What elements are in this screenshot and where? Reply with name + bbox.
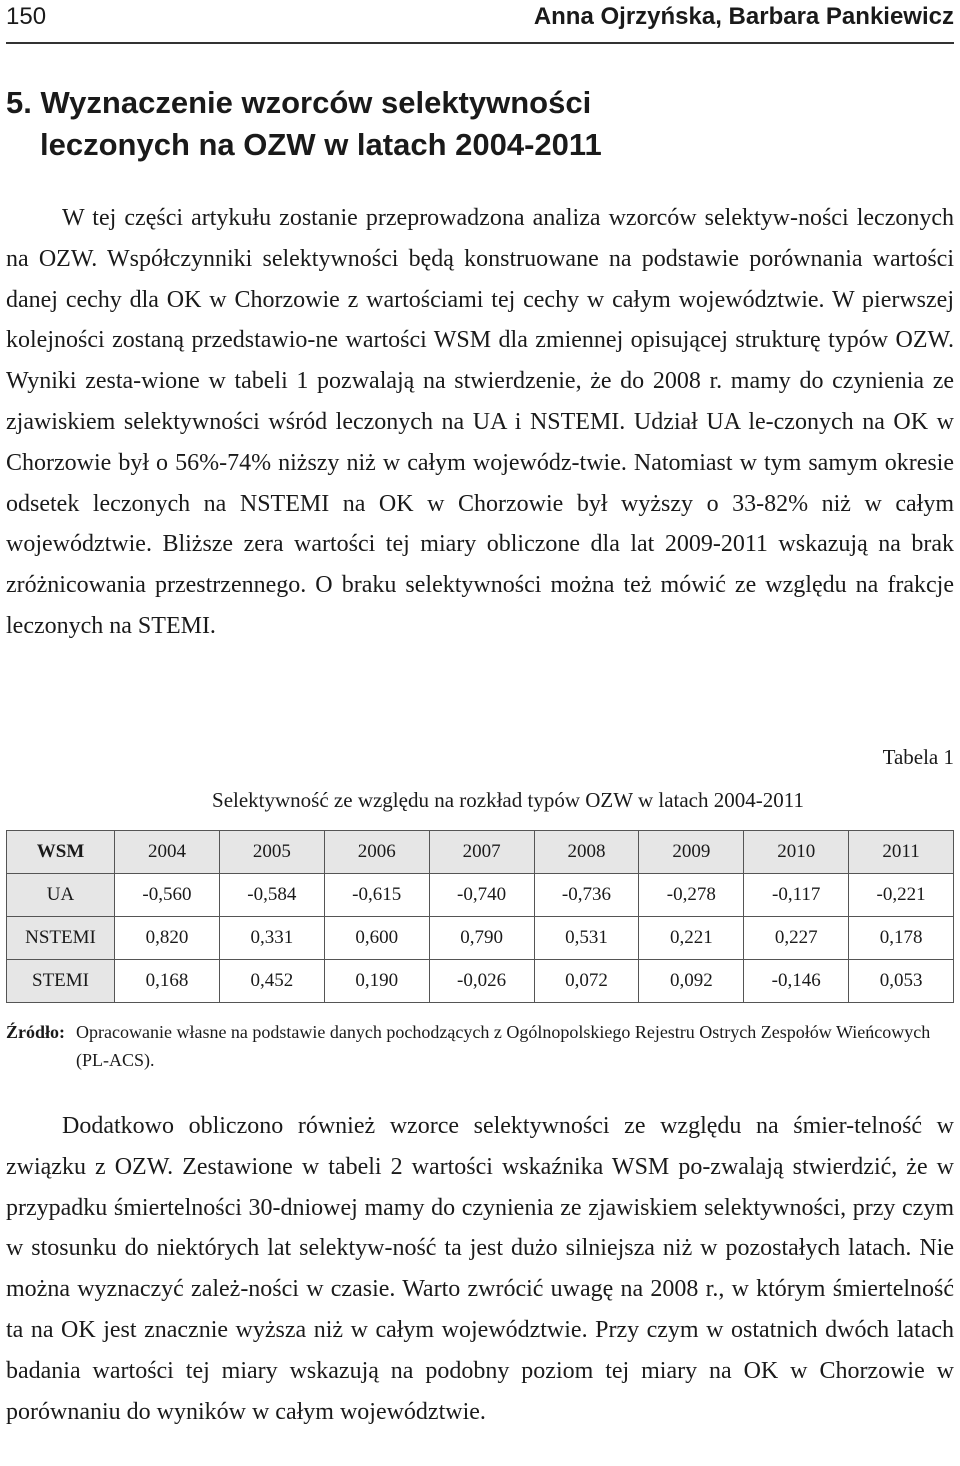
table-cell: -0,146 xyxy=(744,960,849,1003)
table-label: Tabela 1 xyxy=(882,745,954,769)
table-cell: -0,278 xyxy=(639,874,744,917)
page-number: 150 xyxy=(6,3,47,30)
table-header-row xyxy=(7,831,954,874)
table-cell: 0,531 xyxy=(534,917,639,960)
section-heading-line-1: 5. Wyznaczenie wzorców selektywności xyxy=(6,85,592,120)
selectivity-table xyxy=(6,830,954,1003)
table-header-cell: 2010 xyxy=(744,831,849,874)
table-cell: 0,178 xyxy=(849,917,954,960)
table-source-note xyxy=(6,1018,954,1070)
table-header-cell: 2009 xyxy=(639,831,744,874)
table-header-cell: WSM xyxy=(7,831,115,874)
table-cell: 0,820 xyxy=(115,917,220,960)
running-header xyxy=(6,0,954,34)
table-cell: -0,560 xyxy=(115,874,220,917)
table-cell: -0,026 xyxy=(429,960,534,1003)
source-label: Źródło: xyxy=(6,1022,66,1042)
table-header-cell: 2005 xyxy=(219,831,324,874)
table-cell: -0,584 xyxy=(219,874,324,917)
table-cell: 0,452 xyxy=(219,960,324,1003)
table-cell: 0,227 xyxy=(744,917,849,960)
table-cell: 0,600 xyxy=(324,917,429,960)
table-cell: 0,331 xyxy=(219,917,324,960)
table-cell: 0,790 xyxy=(429,917,534,960)
table-row-stemi xyxy=(7,960,954,1003)
body-paragraph-1: W tej części artykułu zostanie przeprowadzona analiza wzorców selektyw-ności leczonych na OZW. Współczynniki selektywności będą konstruowane na podstawie porównania wartości danej cechy dla OK w Chorzowie z wartościami tej cechy w całym województwie. W pierwszej kolejności zostaną przedstawio-ne wartości WSM dla zmiennej opisującej strukturę typów OZW. Wyniki zesta-wione w tabeli 1 pozwalają na stwierdzenie, że do 2008 r. mamy do czynienia ze zjawiskiem selektywności wśród leczonych na UA i NSTEMI. Udział UA le-czonych na OK w Chorzowie był o 56%-74% niższy niż w całym wojewódz-twie. Natomiast w tym samym okresie odsetek leczonych na NSTEMI na OK w Chorzowie był wyższy o 33-82% niż w całym województwie. Bliższe zera wartości tej miary obliczone dla lat 2009-2011 wskazują na brak zróżnicowania przestrzennego. O braku selektywności można też mówić ze względu na frakcje leczonych na STEMI. xyxy=(6,205,954,639)
source-text: Opracowanie własne na podstawie danych pochodzących z Ogólnopolskiego Rejestru Ostrych Zespołów Wieńcowych (PL-ACS). xyxy=(76,1022,931,1070)
table-header-cell: 2007 xyxy=(429,831,534,874)
running-title: Anna Ojrzyńska, Barbara Pankiewicz xyxy=(533,3,954,30)
table-cell: -0,615 xyxy=(324,874,429,917)
header-divider xyxy=(6,42,954,44)
row-label: NSTEMI xyxy=(7,917,115,960)
table-cell: 0,053 xyxy=(849,960,954,1003)
table-cell: 0,190 xyxy=(324,960,429,1003)
row-label: UA xyxy=(7,874,115,917)
table-cell: 0,221 xyxy=(639,917,744,960)
table-header-cell: 2004 xyxy=(115,831,220,874)
section-heading-line-2: leczonych na OZW w latach 2004-2011 xyxy=(40,127,602,162)
table-header-cell: 2008 xyxy=(534,831,639,874)
table-row-nstemi xyxy=(7,917,954,960)
table-cell: -0,221 xyxy=(849,874,954,917)
table-header-cell: 2006 xyxy=(324,831,429,874)
table-row-ua xyxy=(7,874,954,917)
table-cell: -0,740 xyxy=(429,874,534,917)
table-header-cell: 2011 xyxy=(849,831,954,874)
table-caption: Selektywność ze względu na rozkład typów OZW w latach 2004-2011 xyxy=(212,788,804,812)
table-cell: -0,117 xyxy=(744,874,849,917)
table-cell: -0,736 xyxy=(534,874,639,917)
table-cell: 0,072 xyxy=(534,960,639,1003)
table-cell: 0,168 xyxy=(115,960,220,1003)
body-paragraph-2: Dodatkowo obliczono również wzorce selektywności ze względu na śmier-telność w związku z OZW. Zestawione w tabeli 2 wartości wskaźnika WSM po-zwalają stwierdzić, że w przypadku śmiertelności 30-dniowej mamy do czynienia ze zjawiskiem selektywności, przy czym w stosunku do niektórych lat selektyw-ność ta jest dużo silniejsza niż w pozostałych latach. Nie można wyznaczyć zależ-ności w czasie. Warto zwrócić uwagę na 2008 r., w którym śmiertelność ta na OK jest znacznie wyższa niż w całym województwie. Przy czym w ostatnich dwóch latach badania wartości tej miary wskazują na podobny poziom tej miary na OK w Chorzowie w porównaniu do wyników w całym województwie. xyxy=(6,1113,954,1425)
table-cell: 0,092 xyxy=(639,960,744,1003)
row-label: STEMI xyxy=(7,960,115,1003)
section-heading xyxy=(6,82,954,166)
